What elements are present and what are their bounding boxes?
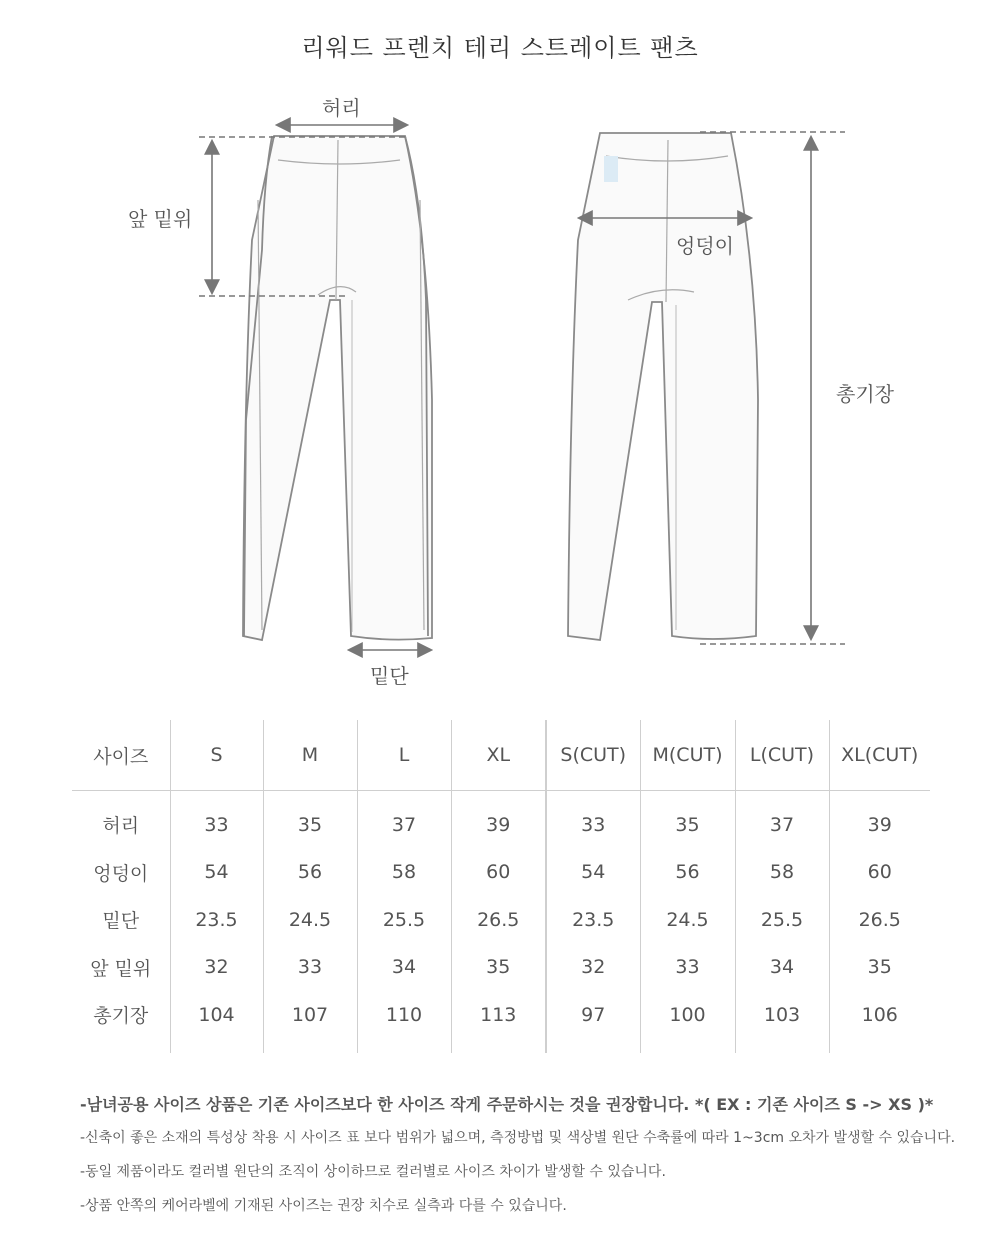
table-cell: 26.5 bbox=[451, 896, 546, 944]
row-label: 엉덩이 bbox=[93, 862, 149, 885]
table-cell: 24.5 bbox=[640, 896, 735, 944]
table-cell: 34 bbox=[735, 944, 829, 992]
header-size-s-cut: S(CUT) bbox=[546, 720, 640, 791]
header-size-xl-cut: XL(CUT) bbox=[829, 720, 930, 791]
note-item: -동일 제품이라도 컬러별 원단의 조직이 상이하므로 컬러별로 사이즈 차이가 발생할 수 있습니다. bbox=[80, 1164, 666, 1180]
back-pants-drawing bbox=[568, 133, 758, 640]
table-cell: 23.5 bbox=[170, 896, 263, 944]
table-cell: 104 bbox=[170, 991, 263, 1053]
size-table-header bbox=[72, 720, 930, 791]
front-pants-drawing bbox=[243, 136, 432, 640]
header-size-m-cut: M(CUT) bbox=[640, 720, 735, 791]
table-cell: 25.5 bbox=[357, 896, 451, 944]
table-cell: 39 bbox=[829, 791, 930, 849]
table-cell: 37 bbox=[357, 791, 451, 849]
note-item: -신축이 좋은 소재의 특성상 착용 시 사이즈 표 보다 범위가 넓으며, 측정방법 및 색상별 원단 수축률에 따라 1~3cm 오차가 발생할 수 있습니다. bbox=[80, 1130, 956, 1146]
table-cell: 107 bbox=[263, 991, 357, 1053]
header-size-l: L bbox=[357, 720, 451, 791]
note-main: -남녀공용 사이즈 상품은 기존 사이즈보다 한 사이즈 작게 주문하시는 것을 권장합니다. *( EX : 기존 사이즈 S -> XS )* bbox=[80, 1095, 934, 1114]
header-size-label: 사이즈 bbox=[93, 745, 149, 768]
table-cell: 60 bbox=[829, 849, 930, 897]
table-cell: 56 bbox=[640, 849, 735, 897]
label-hem: 밑단 bbox=[370, 664, 409, 688]
table-cell: 26.5 bbox=[829, 896, 930, 944]
table-cell: 35 bbox=[640, 791, 735, 849]
table-cell: 58 bbox=[735, 849, 829, 897]
table-row bbox=[72, 849, 930, 897]
table-cell: 35 bbox=[263, 791, 357, 849]
label-hip: 엉덩이 bbox=[676, 234, 734, 258]
table-cell: 32 bbox=[546, 944, 640, 992]
table-cell: 32 bbox=[170, 944, 263, 992]
table-cell: 37 bbox=[735, 791, 829, 849]
table-cell: 25.5 bbox=[735, 896, 829, 944]
row-label: 허리 bbox=[102, 815, 140, 838]
header-size-xl: XL bbox=[451, 720, 546, 791]
table-cell: 33 bbox=[170, 791, 263, 849]
table-cell: 106 bbox=[829, 991, 930, 1053]
table-cell: 35 bbox=[451, 944, 546, 992]
size-table bbox=[72, 720, 930, 1053]
table-cell: 113 bbox=[451, 991, 546, 1053]
table-cell: 39 bbox=[451, 791, 546, 849]
table-row bbox=[72, 991, 930, 1053]
table-cell: 97 bbox=[546, 991, 640, 1053]
row-label: 총기장 bbox=[93, 1005, 149, 1028]
table-cell: 54 bbox=[170, 849, 263, 897]
table-cell: 33 bbox=[640, 944, 735, 992]
table-cell: 33 bbox=[546, 791, 640, 849]
row-label: 앞 밑위 bbox=[90, 957, 152, 980]
header-size-s: S bbox=[170, 720, 263, 791]
table-cell: 100 bbox=[640, 991, 735, 1053]
table-row bbox=[72, 896, 930, 944]
page-title: 리워드 프렌치 테리 스트레이트 팬츠 bbox=[301, 34, 699, 62]
size-notes bbox=[80, 1092, 980, 1229]
table-row bbox=[72, 944, 930, 992]
table-cell: 103 bbox=[735, 991, 829, 1053]
table-cell: 110 bbox=[357, 991, 451, 1053]
table-cell: 34 bbox=[357, 944, 451, 992]
table-cell: 33 bbox=[263, 944, 357, 992]
table-row bbox=[72, 791, 930, 849]
table-cell: 35 bbox=[829, 944, 930, 992]
label-total-length: 총기장 bbox=[836, 382, 894, 406]
table-cell: 24.5 bbox=[263, 896, 357, 944]
table-cell: 54 bbox=[546, 849, 640, 897]
header-size-l-cut: L(CUT) bbox=[735, 720, 829, 791]
header-size-m: M bbox=[263, 720, 357, 791]
row-label: 밑단 bbox=[102, 910, 140, 933]
table-cell: 56 bbox=[263, 849, 357, 897]
note-item: -상품 안쪽의 케어라벨에 기재된 사이즈는 권장 치수로 실측과 다를 수 있습니다. bbox=[80, 1198, 567, 1214]
table-cell: 23.5 bbox=[546, 896, 640, 944]
label-front-rise: 앞 밑위 bbox=[128, 207, 193, 231]
label-waist: 허리 bbox=[322, 96, 361, 120]
table-cell: 60 bbox=[451, 849, 546, 897]
table-cell: 58 bbox=[357, 849, 451, 897]
